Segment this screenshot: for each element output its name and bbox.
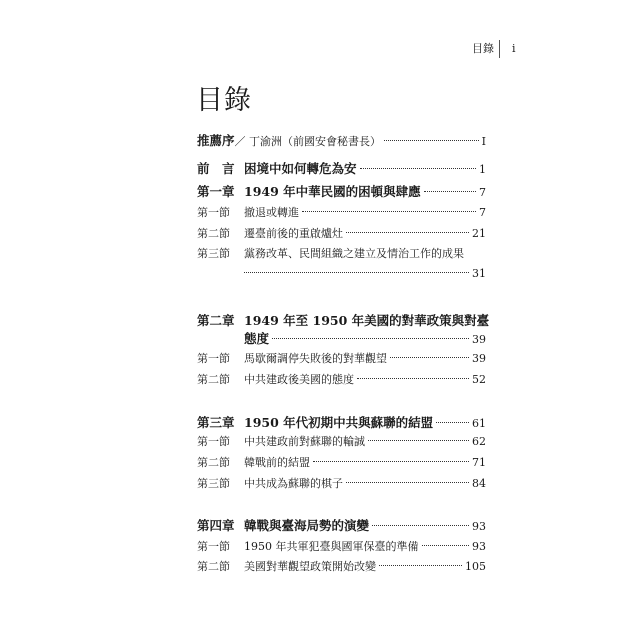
entry-label: 第三節	[197, 247, 230, 260]
entry-title: ／ 丁渝洲（前國安會秘書長）	[234, 135, 382, 148]
entry-page: 84	[472, 477, 486, 490]
dot-leader	[424, 191, 476, 192]
dot-leader	[357, 378, 469, 379]
entry-title: 韓戰與臺海局勢的演變	[244, 518, 370, 533]
entry-label: 第三節	[197, 477, 230, 490]
entry-label: 第一節	[197, 435, 230, 448]
entry-title: 1950 年代初期中共與蘇聯的結盟	[244, 415, 434, 430]
entry-label: 推薦序	[197, 133, 235, 148]
entry-label: 第一節	[197, 540, 230, 553]
entry-label: 前 言	[197, 161, 235, 176]
entry-title: 中共建政前對蘇聯的輸誠	[244, 435, 365, 448]
entry-page: 52	[472, 373, 486, 386]
dot-leader	[346, 232, 469, 233]
entry-page: 31	[472, 267, 486, 280]
toc-entry-chapter-4[interactable]	[197, 516, 486, 536]
entry-page: 39	[472, 333, 486, 346]
dot-leader	[360, 168, 476, 169]
dot-leader	[372, 525, 469, 526]
toc-entry-foreword[interactable]	[197, 159, 486, 179]
entry-label: 第二節	[197, 373, 230, 386]
dot-leader	[422, 545, 470, 546]
page-title: 目錄	[196, 85, 252, 116]
entry-label: 第一節	[197, 352, 230, 365]
entry-page: 93	[472, 540, 486, 553]
entry-title: 1949 年中華民國的困頓與肆應	[244, 184, 421, 199]
entry-title: 遷臺前後的重啟爐灶	[244, 227, 343, 240]
dot-leader	[272, 338, 469, 339]
dot-leader	[390, 357, 469, 358]
toc-entry-chapter-2-section-2[interactable]	[197, 370, 486, 390]
entry-title: 馬歇爾調停失敗後的對華觀望	[244, 352, 387, 365]
dot-leader	[368, 440, 469, 441]
entry-title: 1950 年共軍犯臺與國軍保臺的準備	[244, 540, 419, 553]
entry-page: 71	[472, 456, 486, 469]
dot-leader	[302, 211, 476, 212]
toc-entry-chapter-3-section-3[interactable]	[197, 474, 486, 494]
entry-page: I	[481, 135, 486, 148]
entry-label: 第二章	[197, 313, 235, 328]
entry-label: 第二節	[197, 456, 230, 469]
entry-page: 93	[472, 520, 486, 533]
toc-entry-chapter-1[interactable]	[197, 182, 486, 202]
toc-entry-chapter-1-section-3[interactable]	[197, 244, 486, 264]
entry-page: 21	[472, 227, 486, 240]
toc-entry-chapter-4-section-2[interactable]	[197, 557, 486, 577]
entry-title-continued: 態度	[244, 331, 270, 346]
entry-page: 7	[479, 206, 486, 219]
dot-leader	[384, 140, 479, 141]
entry-page: 39	[472, 352, 486, 365]
entry-title: 中共建政後美國的態度	[244, 373, 354, 386]
toc-entry-chapter-1-section-2[interactable]	[197, 224, 486, 244]
entry-title: 中共成為蘇聯的棋子	[244, 477, 343, 490]
entry-page: 61	[472, 417, 486, 430]
entry-page: 62	[472, 435, 486, 448]
dot-leader	[379, 565, 462, 566]
dot-leader	[436, 422, 469, 423]
toc-entry-chapter-2[interactable]	[197, 311, 490, 331]
running-head-title: 目錄	[472, 42, 494, 55]
entry-page: 1	[479, 163, 486, 176]
entry-title: 困境中如何轉危為安	[244, 161, 357, 176]
entry-title: 撤退或轉進	[244, 206, 299, 219]
entry-label: 第一節	[197, 206, 230, 219]
entry-label: 第二節	[197, 227, 230, 240]
entry-title: 1949 年至 1950 年美國的對華政策與對臺	[244, 313, 490, 328]
entry-page: 105	[465, 560, 486, 573]
entry-title: 美國對華觀望政策開始改變	[244, 560, 376, 573]
dot-leader	[346, 482, 469, 483]
running-head-page-number: i	[512, 42, 516, 55]
toc-entry-chapter-1-section-1[interactable]	[197, 203, 486, 223]
dot-leader	[244, 272, 469, 273]
toc-entry-chapter-4-section-1[interactable]	[197, 537, 486, 557]
toc-entry-chapter-2-section-1[interactable]	[197, 349, 486, 369]
entry-title: 黨務改革、民間組織之建立及情治工作的成果	[244, 247, 464, 260]
toc-entry-chapter-3-section-2[interactable]	[197, 453, 486, 473]
toc-entry-chapter-2-continuation[interactable]	[197, 329, 486, 349]
toc-entry-preface[interactable]	[197, 131, 486, 151]
entry-label: 第一章	[197, 184, 235, 199]
dot-leader	[313, 461, 469, 462]
entry-page: 7	[479, 186, 486, 199]
entry-title: 韓戰前的結盟	[244, 456, 310, 469]
toc-entry-chapter-3[interactable]	[197, 413, 486, 433]
entry-label: 第二節	[197, 560, 230, 573]
entry-label: 第四章	[197, 518, 235, 533]
toc-entry-chapter-1-section-3-continuation[interactable]	[197, 264, 486, 284]
entry-label: 第三章	[197, 415, 235, 430]
toc-entry-chapter-3-section-1[interactable]	[197, 432, 486, 452]
